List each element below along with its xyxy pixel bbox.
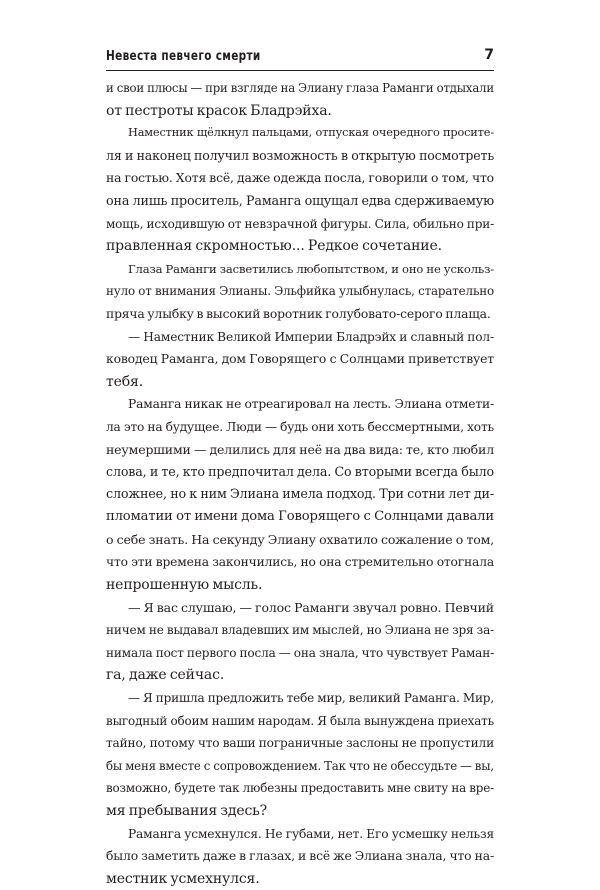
body-text [106, 77, 494, 890]
book-title: Невеста певчего смерти [106, 48, 261, 64]
text-line: мощь, исходившую от невзрачной фигуры. Сила, обильно при- [106, 216, 494, 231]
text-line: слова, и те, кто предпочитал дела. Со вторыми всегда было [106, 464, 494, 480]
text-line: и свои плюсы — при взгляде на Элиану глаза Раманги отдыхали [106, 81, 494, 95]
text-line: тебя. [106, 373, 143, 390]
text-line: — Наместник Великой Империи Бладрэйх и славный пол- [128, 329, 494, 344]
text-line: от пестроты красок Бладрэйха. [106, 102, 332, 119]
header-rule [106, 70, 494, 71]
text-line: нимала пост первого посла — она знала, что чувствует Раман- [106, 645, 494, 660]
text-line: сложнее, но к ним Элиана имела подход. Три сотни лет ди- [106, 486, 494, 502]
text-line: Глаза Раманги засветились любопытством, и оно не ускольз- [128, 261, 494, 276]
text-line: неумершими — делились для неё на два вида: те, кто любил [106, 441, 494, 457]
text-line: Раманга никак не отреагировал на лесть. Элиана отмети- [128, 397, 494, 412]
text-line: местник усмехнулся. [106, 870, 260, 887]
text-line: ничем не выдавал владевших им мыслей, но Элиана не зря за- [106, 623, 494, 638]
text-line: мя пребывания здесь? [106, 803, 268, 819]
text-line: га, даже сейчас. [106, 667, 225, 684]
text-line: тайно, потому что ваши пограничные заслоны не пропустили [106, 736, 494, 751]
text-line: правленная скромностью... Редкое сочетание. [106, 238, 442, 255]
running-header [106, 44, 494, 68]
text-line: о себе знать. На секунду Элиану охватило сожаление о том, [106, 531, 494, 547]
text-line: возможно, будете так любезны предоставить мне свиту на вре- [106, 781, 494, 796]
text-line: ля и наконец получил возможность в открытую посмотреть [106, 147, 494, 163]
text-line: она лишь проситель, Раманга ощущал едва сдерживаемую [106, 192, 494, 208]
text-line: бы меня вместе с сопровождением. Так что не обессудьте — вы, [106, 758, 494, 773]
text-line: пломатии от имени дома Говорящего с Солнцами давали [106, 509, 494, 525]
text-line: — Я пришла предложить тебе мир, великий Раманга. Мир, [128, 691, 494, 706]
text-line: Наместник щёлкнул пальцами, отпуская очередного просите- [128, 126, 494, 140]
page-number: 7 [484, 47, 494, 63]
text-line: ла это на будущее. Люди — будь они хоть бессмертными, хоть [106, 419, 494, 434]
text-line: непрошенную мысль. [106, 577, 263, 594]
text-line: что эти времена закончились, но она стремительно отогнала [106, 555, 494, 570]
text-line: на гостью. Хотя всё, даже одежда посла, говорили о том, что [106, 171, 494, 186]
text-line: — Я вас слушаю, — голос Раманги звучал ровно. Певчий [128, 599, 494, 615]
text-line: выгодный обоим нашим народам. Я была вынуждена приехать [106, 713, 494, 728]
text-line: пряча улыбку в высокий воротник голубовато-серого плаща. [106, 306, 491, 321]
text-line: Раманга усмехнулся. Не губами, нет. Его усмешку нельзя [128, 826, 494, 841]
text-line: ководец Раманга, дом Говорящего с Солнцами приветствует [106, 352, 494, 367]
text-line: нуло от внимания Элианы. Эльфийка улыбнулась, старательно [106, 284, 494, 299]
text-line: было заметить даже в глазах, и всё же Элиана знала, что на- [106, 849, 494, 864]
